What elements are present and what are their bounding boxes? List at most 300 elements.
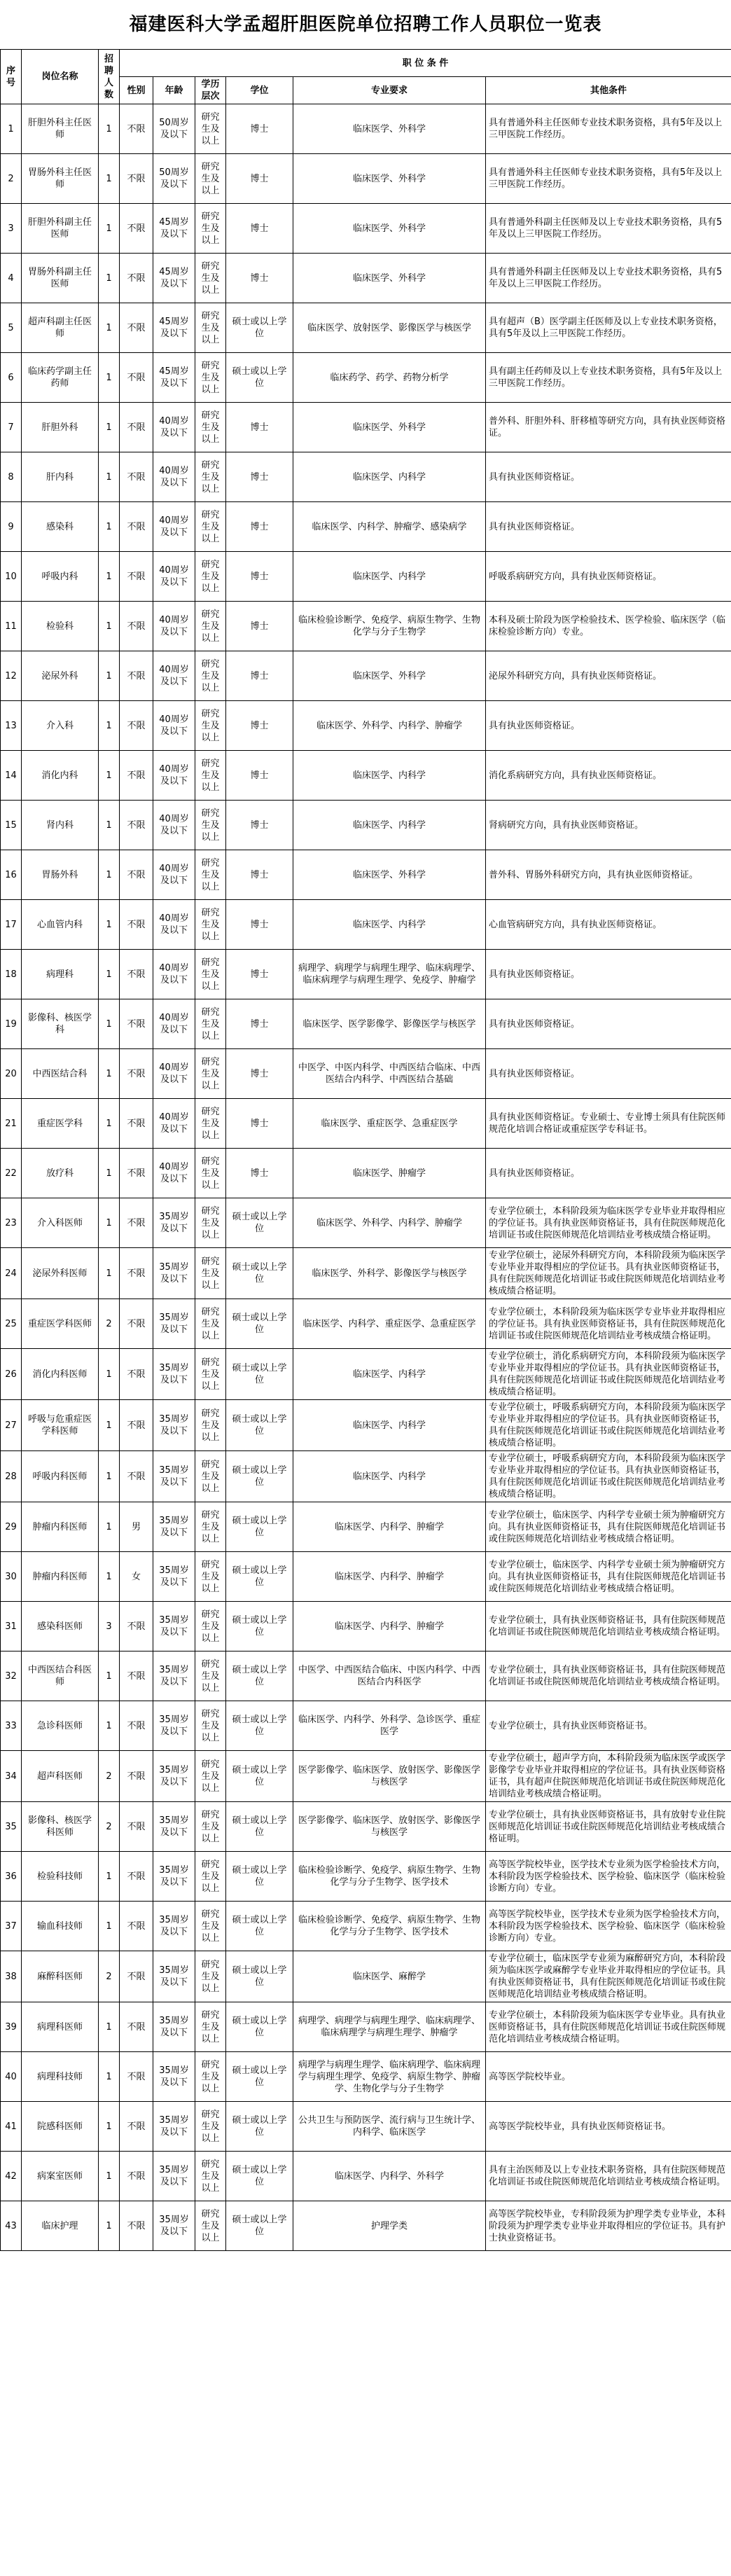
cell-major: 医学影像学、临床医学、放射医学、影像医学与核医学	[293, 1802, 486, 1852]
cell-position: 超声科医师	[22, 1751, 99, 1802]
cell-education: 研究生及以上	[195, 701, 226, 751]
cell-degree: 博士	[226, 602, 293, 651]
cell-degree: 硕士或以上学位	[226, 353, 293, 403]
cell-major: 临床医学、内科学、肿瘤学	[293, 1602, 486, 1651]
cell-seq: 9	[1, 502, 22, 552]
cell-other: 高等医学院校毕业，专科阶段须为护理学类专业毕业，本科阶段须为护理学类专业毕业并取得相应的学位证书。具有护士执业资格证书。	[486, 2201, 731, 2251]
cell-gender: 不限	[120, 1198, 153, 1248]
cell-major: 临床医学、外科学	[293, 850, 486, 900]
cell-other: 专业学位硕士，临床医学、内科学专业硕士须为肿瘤研究方向。具有执业医师资格证书，具有住院医师规范化培训证书或住院医师规范化培训结业考核成绩合格证明。	[486, 1552, 731, 1602]
cell-education: 研究生及以上	[195, 1451, 226, 1502]
cell-seq: 34	[1, 1751, 22, 1802]
table-row	[1, 1149, 731, 1198]
cell-other: 高等医学院校毕业。	[486, 2052, 731, 2102]
cell-seq: 11	[1, 602, 22, 651]
cell-age: 35周岁及以下	[153, 1451, 195, 1502]
cell-major: 临床医学、内科学、肿瘤学	[293, 1502, 486, 1552]
cell-count: 1	[99, 1902, 120, 1951]
cell-gender: 女	[120, 1552, 153, 1602]
cell-major: 临床医学、外科学、内科学、肿瘤学	[293, 701, 486, 751]
cell-gender: 不限	[120, 900, 153, 950]
cell-education: 研究生及以上	[195, 1299, 226, 1349]
cell-major: 临床医学、内科学	[293, 1451, 486, 1502]
table-row	[1, 1198, 731, 1248]
cell-other: 具有副主任药师及以上专业技术职务资格，具有5年及以上三甲医院工作经历。	[486, 353, 731, 403]
cell-age: 40周岁及以下	[153, 801, 195, 850]
cell-seq: 1	[1, 104, 22, 154]
cell-position: 呼吸与危重症医学科医师	[22, 1400, 99, 1451]
cell-seq: 24	[1, 1248, 22, 1299]
cell-count: 1	[99, 999, 120, 1049]
cell-age: 35周岁及以下	[153, 1951, 195, 2002]
cell-gender: 不限	[120, 2052, 153, 2102]
cell-count: 1	[99, 1099, 120, 1149]
cell-seq: 41	[1, 2102, 22, 2152]
cell-position: 感染科	[22, 502, 99, 552]
cell-major: 临床药学、药学、药物分析学	[293, 353, 486, 403]
cell-age: 35周岁及以下	[153, 1248, 195, 1299]
cell-gender: 不限	[120, 801, 153, 850]
cell-degree: 硕士或以上学位	[226, 2002, 293, 2052]
cell-position: 输血科技师	[22, 1902, 99, 1951]
cell-count: 1	[99, 552, 120, 602]
table-row	[1, 254, 731, 303]
cell-count: 1	[99, 2152, 120, 2201]
cell-degree: 硕士或以上学位	[226, 1951, 293, 2002]
cell-education: 研究生及以上	[195, 850, 226, 900]
cell-seq: 28	[1, 1451, 22, 1502]
cell-seq: 26	[1, 1349, 22, 1400]
cell-major: 临床医学、外科学	[293, 651, 486, 701]
cell-position: 重症医学科医师	[22, 1299, 99, 1349]
cell-age: 40周岁及以下	[153, 502, 195, 552]
table-row	[1, 751, 731, 801]
cell-degree: 博士	[226, 403, 293, 452]
cell-degree: 硕士或以上学位	[226, 1651, 293, 1701]
cell-education: 研究生及以上	[195, 2102, 226, 2152]
cell-age: 35周岁及以下	[153, 1802, 195, 1852]
cell-position: 临床护理	[22, 2201, 99, 2251]
cell-other: 专业学位硕士，呼吸系病研究方向，本科阶段须为临床医学专业毕业并取得相应的学位证书。具有执业医师资格证书，具有住院医师规范化培训证书或住院医师规范化培训结业考核成绩合格证明。	[486, 1400, 731, 1451]
table-row	[1, 801, 731, 850]
cell-gender: 不限	[120, 1802, 153, 1852]
cell-age: 40周岁及以下	[153, 602, 195, 651]
cell-count: 1	[99, 1552, 120, 1602]
cell-major: 临床医学、内科学	[293, 801, 486, 850]
cell-other: 具有超声（B）医学副主任医师及以上专业技术职务资格，具有5年及以上三甲医院工作经历。	[486, 303, 731, 353]
cell-education: 研究生及以上	[195, 1149, 226, 1198]
cell-other: 具有执业医师资格证。	[486, 452, 731, 502]
cell-age: 35周岁及以下	[153, 1852, 195, 1902]
cell-seq: 35	[1, 1802, 22, 1852]
cell-age: 40周岁及以下	[153, 651, 195, 701]
cell-other: 泌尿外科研究方向，具有执业医师资格证。	[486, 651, 731, 701]
cell-education: 研究生及以上	[195, 999, 226, 1049]
cell-gender: 不限	[120, 254, 153, 303]
cell-age: 35周岁及以下	[153, 2052, 195, 2102]
cell-position: 病理科医师	[22, 2002, 99, 2052]
cell-education: 研究生及以上	[195, 303, 226, 353]
cell-age: 35周岁及以下	[153, 1751, 195, 1802]
cell-major: 病理学、病理学与病理生理学、临床病理学、临床病理学与病理生理学、肿瘤学	[293, 2002, 486, 2052]
cell-position: 肝胆外科	[22, 403, 99, 452]
cell-degree: 博士	[226, 1149, 293, 1198]
cell-position: 影像科、核医学科医师	[22, 1802, 99, 1852]
table-row	[1, 303, 731, 353]
cell-count: 1	[99, 950, 120, 999]
cell-gender: 不限	[120, 502, 153, 552]
cell-position: 超声科副主任医师	[22, 303, 99, 353]
cell-count: 1	[99, 1651, 120, 1701]
header-other: 其他条件	[486, 77, 731, 104]
cell-degree: 博士	[226, 950, 293, 999]
cell-position: 病案室医师	[22, 2152, 99, 2201]
cell-age: 40周岁及以下	[153, 950, 195, 999]
cell-count: 2	[99, 1951, 120, 2002]
cell-seq: 31	[1, 1602, 22, 1651]
table-row	[1, 1902, 731, 1951]
cell-education: 研究生及以上	[195, 2052, 226, 2102]
cell-age: 35周岁及以下	[153, 1701, 195, 1751]
cell-education: 研究生及以上	[195, 950, 226, 999]
cell-gender: 不限	[120, 2102, 153, 2152]
cell-position: 介入科医师	[22, 1198, 99, 1248]
cell-education: 研究生及以上	[195, 1802, 226, 1852]
cell-other: 具有普通外科副主任医师及以上专业技术职务资格，具有5年及以上三甲医院工作经历。	[486, 254, 731, 303]
cell-position: 中西医结合科	[22, 1049, 99, 1099]
cell-degree: 硕士或以上学位	[226, 1502, 293, 1552]
cell-position: 重症医学科	[22, 1099, 99, 1149]
cell-education: 研究生及以上	[195, 502, 226, 552]
cell-other: 具有执业医师资格证。	[486, 701, 731, 751]
cell-other: 呼吸系病研究方向，具有执业医师资格证。	[486, 552, 731, 602]
cell-age: 50周岁及以下	[153, 154, 195, 204]
header-education: 学历层次	[195, 77, 226, 104]
cell-count: 1	[99, 1451, 120, 1502]
cell-position: 胃肠外科副主任医师	[22, 254, 99, 303]
cell-count: 1	[99, 751, 120, 801]
cell-seq: 4	[1, 254, 22, 303]
cell-count: 1	[99, 353, 120, 403]
table-row	[1, 452, 731, 502]
cell-education: 研究生及以上	[195, 1049, 226, 1099]
cell-count: 1	[99, 1701, 120, 1751]
cell-degree: 博士	[226, 751, 293, 801]
cell-age: 35周岁及以下	[153, 2152, 195, 2201]
cell-major: 临床医学、重症医学、急重症医学	[293, 1099, 486, 1149]
cell-seq: 42	[1, 2152, 22, 2201]
cell-gender: 不限	[120, 850, 153, 900]
cell-degree: 硕士或以上学位	[226, 2102, 293, 2152]
cell-gender: 不限	[120, 2002, 153, 2052]
cell-major: 病理学、病理学与病理生理学、临床病理学、临床病理学与病理生理学、免疫学、肿瘤学	[293, 950, 486, 999]
cell-count: 1	[99, 900, 120, 950]
table-row	[1, 850, 731, 900]
cell-education: 研究生及以上	[195, 1902, 226, 1951]
cell-count: 1	[99, 651, 120, 701]
cell-other: 本科及硕士阶段为医学检验技术、医学检验、临床医学（临床检验诊断方向）专业。	[486, 602, 731, 651]
cell-age: 40周岁及以下	[153, 900, 195, 950]
cell-gender: 不限	[120, 1049, 153, 1099]
cell-position: 呼吸内科医师	[22, 1451, 99, 1502]
cell-gender: 不限	[120, 1701, 153, 1751]
table-row	[1, 2102, 731, 2152]
table-row	[1, 1651, 731, 1701]
table-row	[1, 204, 731, 254]
table-row	[1, 1299, 731, 1349]
cell-other: 专业学位硕士，具有执业医师资格证书，具有住院医师规范化培训证书或住院医师规范化培训结业考核成绩合格证明。	[486, 1651, 731, 1701]
cell-age: 35周岁及以下	[153, 1502, 195, 1552]
cell-position: 肝内科	[22, 452, 99, 502]
cell-gender: 不限	[120, 1451, 153, 1502]
cell-gender: 不限	[120, 999, 153, 1049]
cell-gender: 不限	[120, 403, 153, 452]
cell-degree: 博士	[226, 204, 293, 254]
cell-degree: 硕士或以上学位	[226, 303, 293, 353]
cell-other: 高等医学院校毕业，医学技术专业须为医学检验技术方向，本科阶段为医学检验技术、医学检验、临床医学（临床检验诊断方向）专业。	[486, 1902, 731, 1951]
cell-education: 研究生及以上	[195, 1951, 226, 2002]
cell-count: 2	[99, 1802, 120, 1852]
cell-seq: 19	[1, 999, 22, 1049]
document-title: 福建医科大学孟超肝胆医院单位招聘工作人员职位一览表	[129, 14, 602, 35]
cell-position: 肿瘤内科医师	[22, 1552, 99, 1602]
cell-other: 专业学位硕士，具有执业医师资格证书，具有放射专业住院医师规范化培训证书或住院医师规范化培训结业考核成绩合格证明。	[486, 1802, 731, 1852]
cell-position: 呼吸内科	[22, 552, 99, 602]
cell-age: 45周岁及以下	[153, 254, 195, 303]
cell-count: 3	[99, 1602, 120, 1651]
cell-major: 病理学与病理生理学、临床病理学、临床病理学与病理生理学、免疫学、病原生物学、肿瘤学、生物化学与分子生物学	[293, 2052, 486, 2102]
cell-major: 临床医学、外科学、影像医学与核医学	[293, 1248, 486, 1299]
cell-major: 临床医学、外科学	[293, 403, 486, 452]
cell-gender: 不限	[120, 651, 153, 701]
cell-major: 临床医学、内科学	[293, 452, 486, 502]
cell-count: 1	[99, 1149, 120, 1198]
cell-count: 1	[99, 1049, 120, 1099]
cell-position: 心血管内科	[22, 900, 99, 950]
table-row	[1, 602, 731, 651]
cell-other: 专业学位硕士，呼吸系病研究方向，本科阶段须为临床医学专业毕业并取得相应的学位证书。具有执业医师资格证书，具有住院医师规范化培训证书或住院医师规范化培训结业考核成绩合格证明。	[486, 1451, 731, 1502]
cell-gender: 不限	[120, 2201, 153, 2251]
cell-gender: 不限	[120, 303, 153, 353]
cell-gender: 不限	[120, 751, 153, 801]
cell-count: 1	[99, 2002, 120, 2052]
cell-major: 临床医学、外科学	[293, 254, 486, 303]
cell-other: 具有普通外科主任医师专业技术职务资格，具有5年及以上三甲医院工作经历。	[486, 104, 731, 154]
cell-seq: 37	[1, 1902, 22, 1951]
table-row	[1, 1802, 731, 1852]
table-row	[1, 2152, 731, 2201]
cell-major: 临床医学、内科学、重症医学、急重症医学	[293, 1299, 486, 1349]
cell-other: 肾病研究方向，具有执业医师资格证。	[486, 801, 731, 850]
cell-degree: 博士	[226, 452, 293, 502]
cell-education: 研究生及以上	[195, 1400, 226, 1451]
cell-other: 专业学位硕士，消化系病研究方向，本科阶段须为临床医学专业毕业并取得相应的学位证书。具有执业医师资格证书，具有住院医师规范化培训证书或住院医师规范化培训结业考核成绩合格证明。	[486, 1349, 731, 1400]
cell-seq: 40	[1, 2052, 22, 2102]
cell-other: 专业学位硕士，超声学方向，本科阶段须为临床医学或医学影像学专业毕业并取得相应的学位证书。具有执业医师资格证书，具有超声住院医师规范化培训证书或住院医师规范化培训结业考核成绩合格证明。	[486, 1751, 731, 1802]
cell-education: 研究生及以上	[195, 651, 226, 701]
cell-position: 消化内科医师	[22, 1349, 99, 1400]
header-count: 招聘人数	[99, 50, 120, 104]
cell-major: 临床医学、医学影像学、影像医学与核医学	[293, 999, 486, 1049]
cell-gender: 不限	[120, 2152, 153, 2201]
cell-other: 专业学位硕士，具有执业医师资格证书。	[486, 1701, 731, 1751]
cell-education: 研究生及以上	[195, 104, 226, 154]
cell-education: 研究生及以上	[195, 1552, 226, 1602]
cell-age: 35周岁及以下	[153, 1902, 195, 1951]
cell-degree: 硕士或以上学位	[226, 1198, 293, 1248]
cell-seq: 16	[1, 850, 22, 900]
cell-seq: 29	[1, 1502, 22, 1552]
cell-major: 临床医学、放射医学、影像医学与核医学	[293, 303, 486, 353]
cell-position: 影像科、核医学科	[22, 999, 99, 1049]
cell-other: 消化系病研究方向，具有执业医师资格证。	[486, 751, 731, 801]
cell-seq: 18	[1, 950, 22, 999]
cell-degree: 博士	[226, 999, 293, 1049]
cell-education: 研究生及以上	[195, 254, 226, 303]
cell-education: 研究生及以上	[195, 1198, 226, 1248]
cell-major: 中医学、中西医结合临床、中医内科学、中西医结合内科医学	[293, 1651, 486, 1701]
cell-count: 1	[99, 701, 120, 751]
cell-gender: 不限	[120, 1299, 153, 1349]
cell-age: 35周岁及以下	[153, 1299, 195, 1349]
cell-position: 胃肠外科主任医师	[22, 154, 99, 204]
cell-gender: 不限	[120, 602, 153, 651]
cell-age: 40周岁及以下	[153, 452, 195, 502]
table-row	[1, 1552, 731, 1602]
cell-degree: 博士	[226, 1049, 293, 1099]
cell-gender: 不限	[120, 1902, 153, 1951]
table-row	[1, 1602, 731, 1651]
header-group: 职 位 条 件	[120, 50, 731, 77]
cell-major: 中医学、中医内科学、中西医结合临床、中西医结合内科学、中西医结合基础	[293, 1049, 486, 1099]
cell-gender: 不限	[120, 1951, 153, 2002]
cell-position: 泌尿外科	[22, 651, 99, 701]
cell-age: 35周岁及以下	[153, 1198, 195, 1248]
cell-position: 介入科	[22, 701, 99, 751]
cell-count: 1	[99, 154, 120, 204]
cell-other: 具有主治医师及以上专业技术职务资格，具有住院医师规范化培训证书或住院医师规范化培训结业考核成绩合格证明。	[486, 2152, 731, 2201]
cell-other: 专业学位硕士，本科阶段须为临床医学专业毕业并取得相应的学位证书。具有执业医师资格证书，具有住院医师规范化培训证书或住院医师规范化培训结业考核成绩合格证明。	[486, 1198, 731, 1248]
cell-gender: 不限	[120, 1349, 153, 1400]
cell-education: 研究生及以上	[195, 1349, 226, 1400]
cell-gender: 不限	[120, 452, 153, 502]
cell-gender: 不限	[120, 353, 153, 403]
cell-age: 35周岁及以下	[153, 2002, 195, 2052]
cell-count: 1	[99, 1502, 120, 1552]
cell-degree: 博士	[226, 154, 293, 204]
cell-degree: 博士	[226, 701, 293, 751]
cell-major: 临床检验诊断学、免疫学、病原生物学、生物化学与分子生物学、医学技术	[293, 1852, 486, 1902]
cell-major: 临床医学、外科学、内科学、肿瘤学	[293, 1198, 486, 1248]
cell-position: 肿瘤内科医师	[22, 1502, 99, 1552]
table-row	[1, 651, 731, 701]
cell-count: 1	[99, 1349, 120, 1400]
cell-other: 专业学位硕士，临床医学专业须为麻醉研究方向，本科阶段须为临床医学或麻醉学专业毕业并取得相应的学位证书。具有执业医师资格证书，具有住院医师规范化培训证书或住院医师规范化培训结业考核成绩合格证明。	[486, 1951, 731, 2002]
cell-major: 护理学类	[293, 2201, 486, 2251]
cell-age: 40周岁及以下	[153, 751, 195, 801]
header-age: 年龄	[153, 77, 195, 104]
cell-seq: 12	[1, 651, 22, 701]
cell-major: 临床医学、内科学	[293, 552, 486, 602]
cell-position: 感染科医师	[22, 1602, 99, 1651]
cell-age: 50周岁及以下	[153, 104, 195, 154]
cell-age: 35周岁及以下	[153, 2201, 195, 2251]
cell-degree: 硕士或以上学位	[226, 1451, 293, 1502]
cell-seq: 30	[1, 1552, 22, 1602]
cell-education: 研究生及以上	[195, 403, 226, 452]
cell-age: 40周岁及以下	[153, 850, 195, 900]
cell-position: 病理科	[22, 950, 99, 999]
cell-count: 1	[99, 403, 120, 452]
cell-age: 40周岁及以下	[153, 552, 195, 602]
cell-other: 具有执业医师资格证。	[486, 950, 731, 999]
cell-other: 具有普通外科主任医师专业技术职务资格，具有5年及以上三甲医院工作经历。	[486, 154, 731, 204]
cell-position: 肾内科	[22, 801, 99, 850]
header-gender: 性别	[120, 77, 153, 104]
cell-major: 临床医学、内科学、外科学、急诊医学、重症医学	[293, 1701, 486, 1751]
cell-education: 研究生及以上	[195, 2201, 226, 2251]
cell-other: 具有执业医师资格证。	[486, 502, 731, 552]
cell-position: 临床药学副主任药师	[22, 353, 99, 403]
table-row	[1, 950, 731, 999]
cell-degree: 硕士或以上学位	[226, 1349, 293, 1400]
cell-degree: 博士	[226, 254, 293, 303]
table-row	[1, 502, 731, 552]
table-row	[1, 2052, 731, 2102]
cell-other: 具有普通外科副主任医师及以上专业技术职务资格，具有5年及以上三甲医院工作经历。	[486, 204, 731, 254]
cell-count: 1	[99, 602, 120, 651]
cell-count: 1	[99, 502, 120, 552]
table-row	[1, 1349, 731, 1400]
cell-seq: 5	[1, 303, 22, 353]
cell-degree: 硕士或以上学位	[226, 1602, 293, 1651]
cell-degree: 博士	[226, 651, 293, 701]
cell-degree: 博士	[226, 104, 293, 154]
cell-major: 临床医学、内科学	[293, 1349, 486, 1400]
cell-age: 35周岁及以下	[153, 1602, 195, 1651]
cell-major: 临床医学、外科学	[293, 154, 486, 204]
cell-education: 研究生及以上	[195, 552, 226, 602]
cell-seq: 17	[1, 900, 22, 950]
cell-seq: 39	[1, 2002, 22, 2052]
cell-count: 1	[99, 2102, 120, 2152]
cell-age: 40周岁及以下	[153, 1099, 195, 1149]
cell-degree: 硕士或以上学位	[226, 2201, 293, 2251]
cell-other: 专业学位硕士，临床医学、内科学专业硕士须为肿瘤研究方向。具有执业医师资格证书，具有住院医师规范化培训证书或住院医师规范化培训结业考核成绩合格证明。	[486, 1502, 731, 1552]
cell-seq: 22	[1, 1149, 22, 1198]
cell-position: 放疗科	[22, 1149, 99, 1198]
cell-age: 40周岁及以下	[153, 1149, 195, 1198]
cell-position: 泌尿外科医师	[22, 1248, 99, 1299]
table-row	[1, 900, 731, 950]
cell-major: 临床医学、肿瘤学	[293, 1149, 486, 1198]
table-row	[1, 1248, 731, 1299]
table-row	[1, 999, 731, 1049]
table-row	[1, 2002, 731, 2052]
cell-seq: 6	[1, 353, 22, 403]
cell-seq: 21	[1, 1099, 22, 1149]
table-row	[1, 1852, 731, 1902]
positions-table	[0, 49, 731, 2251]
table-row	[1, 154, 731, 204]
cell-seq: 13	[1, 701, 22, 751]
cell-gender: 不限	[120, 950, 153, 999]
cell-position: 肝胆外科主任医师	[22, 104, 99, 154]
cell-education: 研究生及以上	[195, 1852, 226, 1902]
cell-other: 高等医学院校毕业，具有执业医师资格证书。	[486, 2102, 731, 2152]
table-row	[1, 104, 731, 154]
cell-major: 临床医学、内科学	[293, 751, 486, 801]
